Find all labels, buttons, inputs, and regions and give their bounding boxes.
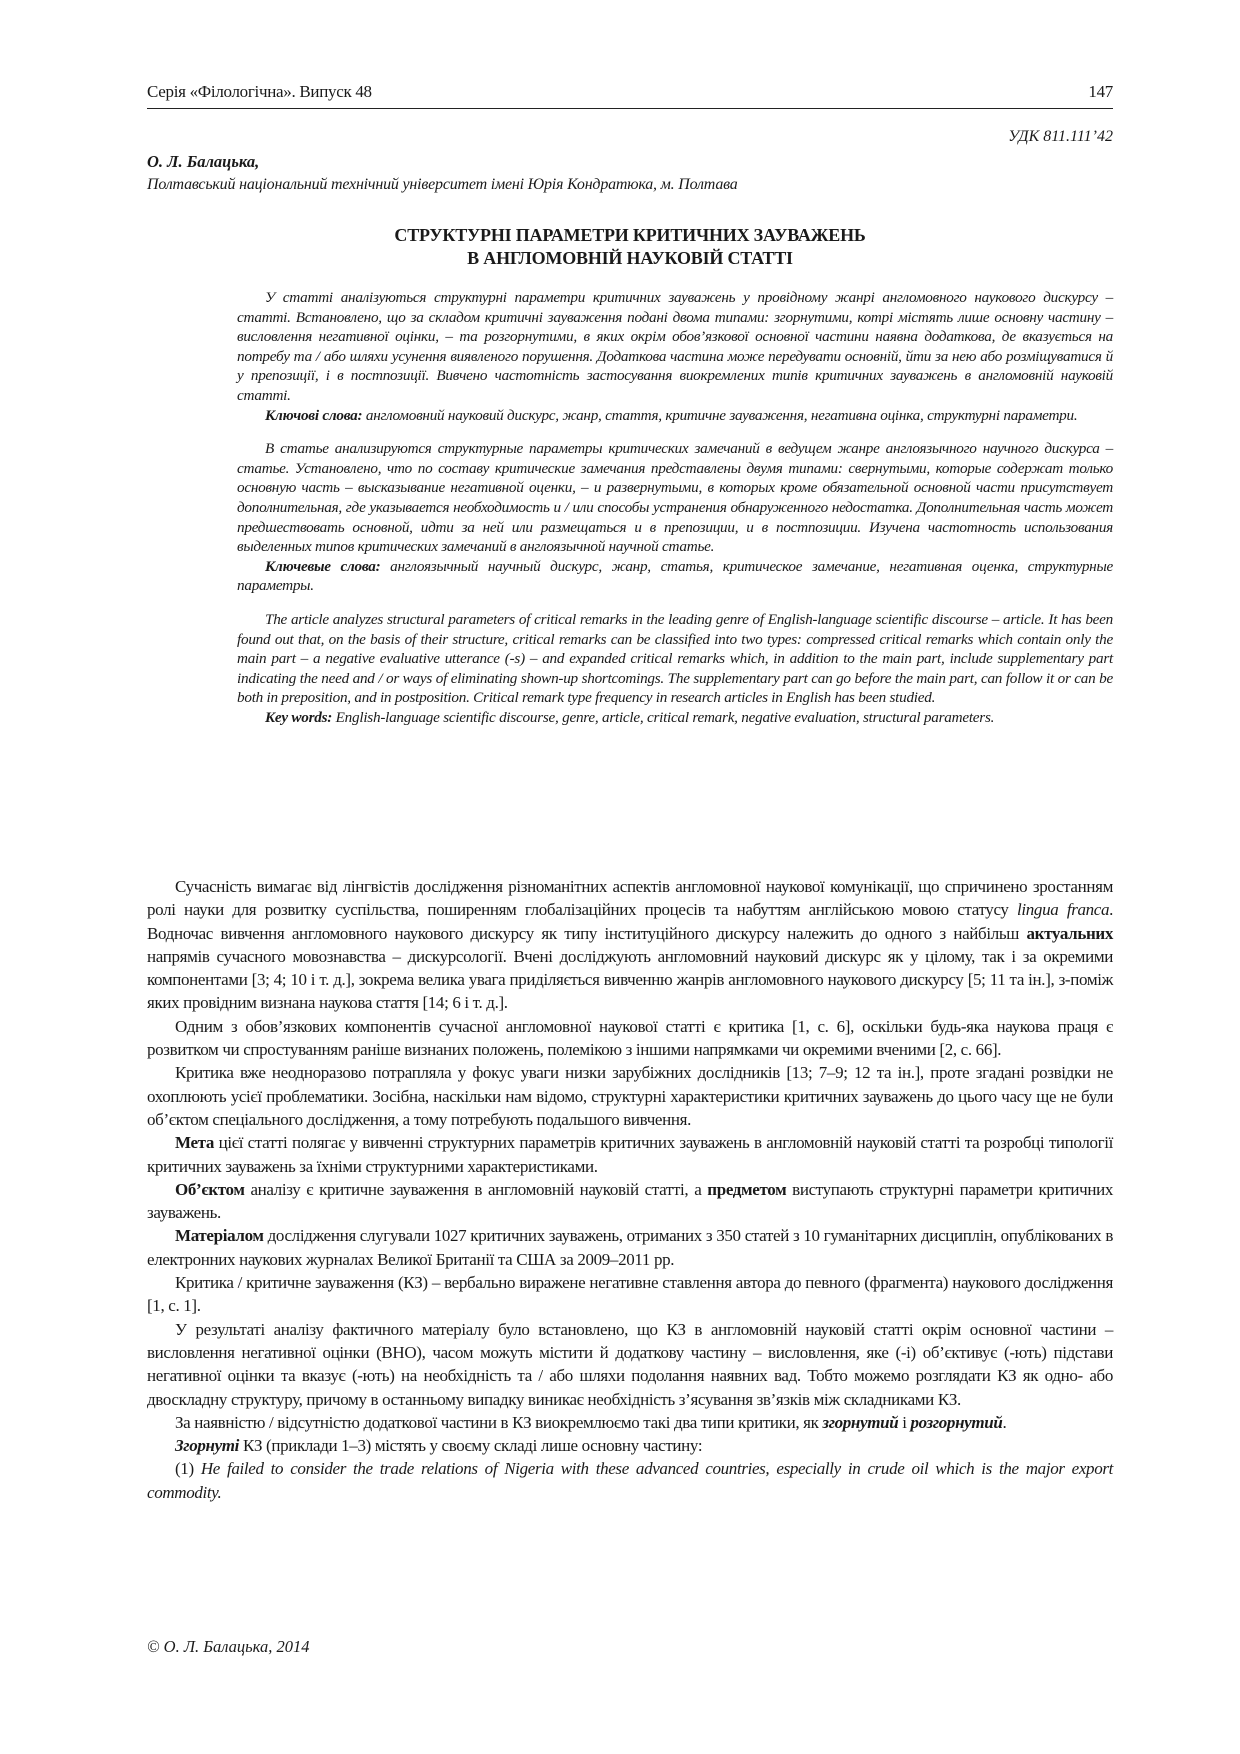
keywords-label-en: Key words: [265,708,333,726]
paragraph-material [147,1224,1113,1271]
text-run: КЗ (приклади 1–3) містять у своєму складі лише основну частину: [239,1436,703,1456]
text-run: . Водночас вивчення англомовного наукового дискурсу як типу інституційного дискурсу належить до одного з найбільш [147,900,1114,943]
keywords-en [237,708,1113,728]
paragraph-definition: Критика / критичне зауваження (КЗ) – вербально виражене негативне ставлення автора до певного (фрагмента) наукового дослідження [1, с. 1]. [147,1273,1113,1316]
paragraph-intro [147,875,1113,1015]
page-number: 147 [1088,82,1113,101]
text-run: і [898,1412,911,1432]
label-object: Об’єктом [175,1179,245,1199]
text-run: напрямів сучасного мовознавства – дискурсології. Вчені досліджують англомовний науковий дискурс як у цілому, так і за окремими компонентами [3; 4; 10 і т. д.], зокрема велика увага приділяється вивченню жанрів англомовного наукового дискурсу [5; 11 та ін.], з-поміж яких провідним визнана наукова стаття [14; 6 і т. д.]. [147,946,1113,1013]
journal-series: Серія «Філологічна». Випуск 48 [147,82,372,101]
title-line-2: В АНГЛОМОВНІЙ НАУКОВІЙ СТАТТІ [467,248,793,268]
term-expanded: розгорнутий [910,1412,1003,1432]
keywords-text-en: English-language scientific discourse, genre, article, critical remark, negative evaluation, structural parameters. [335,708,995,726]
title-line-1: СТРУКТУРНІ ПАРАМЕТРИ КРИТИЧНИХ ЗАУВАЖЕНЬ [394,225,866,245]
text-run: Сучасність вимагає від лінгвістів дослідження різноманітних аспектів англомовної наукової комунікації, що спричинено зростанням ролі науки для розвитку суспільства, поширенням глобалізаційних процесів та набуттям англійською мовою статусу [147,877,1113,920]
abstract-uk: У статті аналізуються структурні параметри критичних зауважень у провідному жанрі англомовного наукового дискурсу – статті. Встановлено, що за складом критичні зауваження подані двома типами: згорнутими, котрі містять лише основну частину – висловлення негативної оцінки, – та розгорнутими, в яких окрім обов’язкової основної частини наявна додаткова, де вказується на потребу та / або шляхи усунення виявленого порушення. Додаткова частина може передувати основній, йти за нею або розміщуватися й у препозиції, і в постпозиції. Вивчено частотність застосування виокремлених типів критичних зауважень в англомовній науковій статті. [237,289,1113,404]
example-number: (1) [175,1459,201,1479]
text-run: виступають структурні параметри критичних зауважень. [147,1179,1113,1223]
author-name: О. Л. Балацька, [147,152,260,171]
text-run: цієї статті полягає у вивченні структурних параметрів критичних зауважень в англомовній науковій статті та розробці типології критичних зауважень за їхніми структурними характеристиками. [147,1133,1113,1176]
label-subject: предметом [707,1179,787,1199]
keywords-text-ru: англоязычный научный дискурс, жанр, статья, критическое замечание, негативная оценка, структурные параметры. [237,557,1113,595]
author-affiliation: Полтавський національний технічний університет імені Юрія Кондратюка, м. Полтава [147,176,738,193]
keywords-label-ru: Ключевые слова: [265,557,381,575]
paragraph-compressed [147,1434,1113,1457]
paragraph-results: У результаті аналізу фактичного матеріалу було встановлено, що КЗ в англомовній науковій статті окрім основної частини – висловлення негативної оцінки (ВНО), часом можуть містити й додаткову частину – висловлення, яке (-і) об’єктивує (-ють) підстави негативної оцінки та вказує (-ють) на необхідність та / або шляхи подолання наявних вад. Тобто можемо розглядати КЗ як одно- або двоскладну структуру, причому в останньому випадку виникає необхідність з’ясування зв’язків між складниками КЗ. [147,1319,1113,1409]
article-body [147,875,1113,1504]
abstract-ru: В статье анализируются структурные параметры критических замечаний в ведущем жанре англоязычного научного дискурса – статье. Установлено, что по составу критические замечания представлены двумя типами: свернутыми, которые содержат только основную часть – высказывание негативной оценки, – и развернутыми, в которых кроме обязательной основной части присутствует дополнительная, где указывается необходимость и / или способы устранения обнаруженного недостатка. Дополнительная часть может предшествовать основной, идти за ней или размещаться и в препозиции, и в постпозиции. Изучена частотность использования выделенных типов критических замечаний в англоязычной научной статье. [237,440,1113,556]
term-lingua-franca: lingua franca [1017,900,1110,920]
keywords-text-uk: англомовний науковий дискурс, жанр, стаття, критичне зауваження, негативна оцінка, структурні параметри. [365,406,1078,424]
label-aim: Мета [175,1133,215,1153]
paragraph-prior-research: Критика вже неодноразово потрапляла у фокус уваги низки зарубіжних дослідників [13; 7–9; 12 та ін.], проте згадані розвідки не охоплюють усієї проблематики. Зосібна, наскільки нам відомо, структурні характеристики критичних зауважень до цього часу ще не були об’єктом спеціального дослідження, а тому потребують подальшого вивчення. [147,1063,1113,1129]
keywords-label-uk: Ключові слова: [265,406,363,424]
text-run: . [1002,1412,1007,1432]
article-title [147,224,1113,270]
label-material: Матеріалом [175,1226,264,1246]
paragraph-critique-component: Одним з обов’язкових компонентів сучасної англомовної наукової статті є критика [1, с. 6], оскільки будь-яка наукова праця є розвитком чи спростуванням раніше визнаних положень, полемікою з іншими напрямками чи окремими вченими [2, с. 66]. [147,1016,1113,1060]
text-run: дослідження слугували 1027 критичних зауважень, отриманих з 350 статей з 10 гуманітарних дисциплін, опублікованих в електронних наукових журналах Великої Британії та США за 2009–2011 рр. [147,1226,1113,1269]
abstract-en: The article analyzes structural parameters of critical remarks in the leading genre of English-language scientific discourse – article. It has been found out that, on the basis of their structure, critical remarks can be classified into two types: compressed critical remarks which contain only the main part – a negative evaluative utterance (-s) – and expanded critical remarks which, in addition to the main part, include supplementary part indicating the need and / or ways of eliminating shown-up shortcomings. The supplementary part can go before the main part, can follow it or can be both in preposition, and in postposition. Critical remark type frequency in research articles in English has been studied. [237,610,1113,707]
running-header [147,78,1113,109]
paragraph-object-subject [147,1178,1113,1225]
keywords-ru [237,557,1113,596]
udc-code: УДК 811.111’42 [1008,128,1113,145]
term-compressed: згорнутий [822,1412,899,1432]
term-compressed-plural: Згорнуті [175,1436,240,1456]
example-1 [147,1457,1113,1504]
abstracts [237,288,1113,727]
text-run: За наявністю / відсутністю додаткової частини в КЗ виокремлюємо такі два типи критики, як [175,1412,823,1432]
copyright-notice: © О. Л. Балацька, 2014 [147,1637,310,1656]
example-text: He failed to consider the trade relations of Nigeria with these advanced countries, especially in crude oil which is the major export commodity. [147,1459,1113,1502]
text-run: аналізу є критичне зауваження в англомовній науковій статті, а [244,1179,708,1199]
paragraph-types [147,1411,1113,1434]
paragraph-aim [147,1131,1113,1178]
keywords-uk [237,406,1113,426]
emphasis-actual: актуальних [1026,923,1113,943]
